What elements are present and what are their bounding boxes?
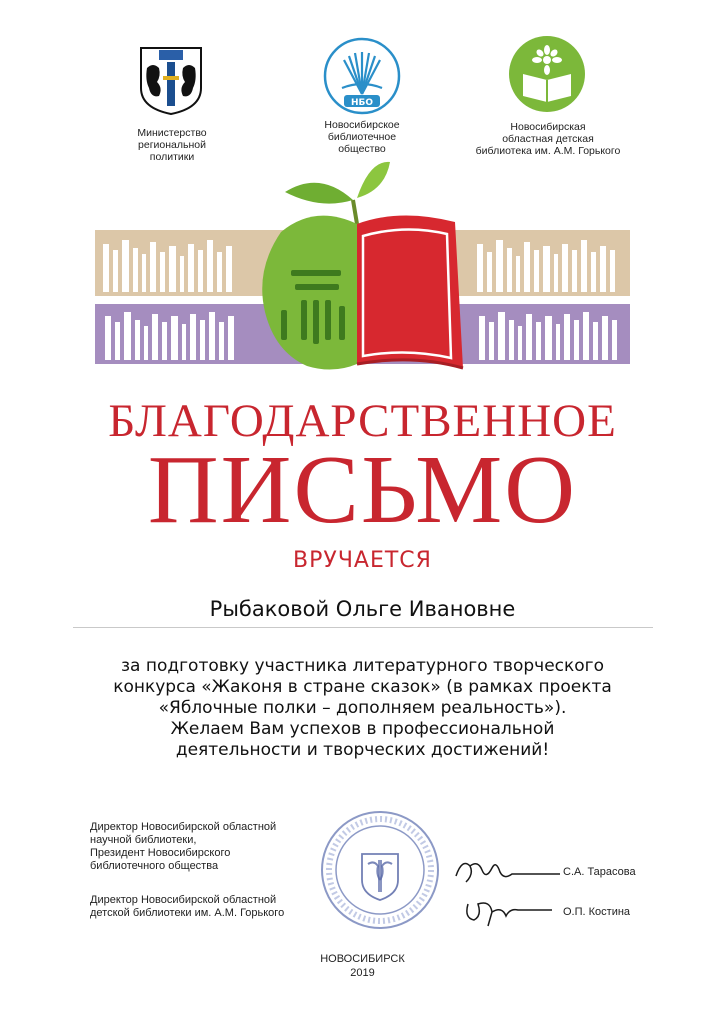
ministry-logo bbox=[137, 44, 205, 116]
body-line: за подготовку участника литературного творческого bbox=[121, 656, 604, 676]
signer-1-name: С.А. Тарасова bbox=[563, 866, 636, 878]
footer bbox=[0, 952, 725, 980]
book-fan-icon bbox=[322, 36, 402, 116]
footer-year: 2019 bbox=[350, 967, 375, 979]
nbo-logo bbox=[322, 36, 402, 116]
body-line: «Яблочные полки – дополняем реальность»). bbox=[158, 698, 567, 718]
gorky-logo bbox=[507, 34, 587, 114]
ministry-caption: Министерство региональной политики bbox=[137, 127, 207, 163]
title-line-1: БЛАГОДАРСТВЕННОЕ bbox=[108, 395, 617, 447]
official-stamp bbox=[318, 808, 442, 932]
bookshelf-emblem bbox=[95, 160, 630, 392]
signature-2 bbox=[462, 896, 554, 930]
open-book-flower-icon bbox=[507, 34, 587, 114]
stamp-icon bbox=[318, 808, 442, 932]
coat-of-arms-icon bbox=[137, 44, 205, 116]
handwritten-signature-2 bbox=[462, 896, 554, 930]
nbo-badge: НБО bbox=[350, 98, 374, 108]
apple-book-illustration bbox=[95, 160, 630, 392]
signer-2-role: Директор Новосибирской областной детской библиотеки им. А.М. Горького bbox=[90, 894, 285, 919]
body-line: деятельности и творческих достижений! bbox=[175, 740, 550, 760]
signer-1-role: Директор Новосибирской областной научной библиотеки, Президент Новосибирского библиотечного общества bbox=[90, 821, 277, 872]
gorky-caption: Новосибирская областная детская библиотека им. А.М. Горького bbox=[475, 121, 621, 157]
signer-2-name: О.П. Костина bbox=[563, 906, 631, 918]
body-line: конкурса «Жаконя в стране сказок» (в рамках проекта bbox=[113, 677, 612, 697]
footer-city: НОВОСИБИРСК bbox=[320, 953, 405, 965]
signature-1 bbox=[452, 852, 562, 888]
recipient-underline bbox=[73, 627, 653, 628]
recipient-name: Рыбаковой Ольге Ивановне bbox=[209, 597, 516, 621]
presented-label: ВРУЧАЕТСЯ bbox=[293, 548, 432, 573]
handwritten-signature-1 bbox=[452, 852, 562, 888]
gratitude-text bbox=[60, 656, 665, 761]
nbo-caption: Новосибирское библиотечное общество bbox=[324, 119, 400, 155]
title-line-2: ПИСЬМО bbox=[147, 436, 578, 544]
body-line: Желаем Вам успехов в профессиональной bbox=[170, 719, 555, 739]
